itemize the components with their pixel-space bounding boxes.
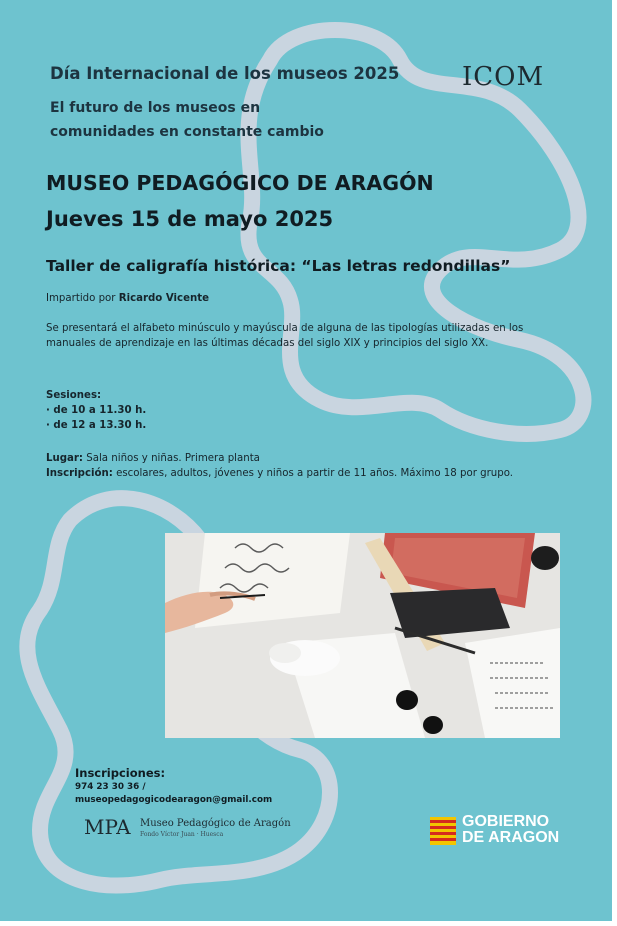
calligraphy-workshop-photo	[165, 533, 560, 738]
instructor-name: Ricardo Vicente	[118, 293, 210, 304]
workshop-description: Se presentará el alfabeto minúsculo y mayúscula de alguna de las tipologías utilizadas en los manuales de aprendizaje en las últimas décadas del siglo XIX y principios del siglo XX.	[46, 323, 524, 349]
contact-title: Inscripciones:	[75, 766, 166, 780]
place-line	[46, 451, 566, 466]
session-item: · de 12 a 13.30 h.	[46, 420, 147, 431]
sessions-block	[46, 388, 146, 433]
place-value: Sala niños y niñas. Primera planta	[86, 453, 260, 464]
registration-value: escolares, adultos, jóvenes y niños a partir de 11 años. Máximo 18 por grupo.	[116, 468, 513, 479]
gov-line: DE ARAGON	[462, 829, 560, 846]
museum-name: MUSEO PEDAGÓGICO DE ARAGÓN	[46, 171, 434, 195]
gov-line: GOBIERNO	[462, 813, 550, 830]
sessions-label: Sesiones:	[46, 390, 102, 401]
event-theme-line: El futuro de los museos en	[50, 100, 261, 116]
contact-email: museopedagogicodearagon@gmail.com	[75, 795, 273, 805]
mpa-sub: Fondo Víctor Juan · Huesca	[140, 831, 224, 838]
contact-phone: 974 23 30 36 /	[75, 782, 146, 792]
instructor-line	[46, 291, 209, 306]
instructor-label: Impartido por	[46, 293, 116, 304]
icom-logo: ICOM	[462, 62, 545, 92]
registration-label: Inscripción:	[46, 468, 113, 479]
registration-line	[46, 466, 566, 481]
photo-illustration	[165, 533, 560, 738]
mpa-name: Museo Pedagógico de Aragón	[140, 818, 291, 829]
place-label: Lugar:	[46, 453, 84, 464]
workshop-title: Taller de caligrafía histórica: “Las letras redondillas”	[46, 257, 511, 275]
event-theme-line: comunidades en constante cambio	[50, 124, 324, 140]
event-date: Jueves 15 de mayo 2025	[46, 207, 334, 231]
contact-block	[75, 766, 272, 807]
aragon-flag-icon	[430, 817, 456, 845]
event-theme	[50, 96, 380, 144]
session-item: · de 10 a 11.30 h.	[46, 405, 147, 416]
gobierno-aragon-text	[462, 814, 559, 846]
mpa-mark: MPA	[84, 815, 131, 839]
venue-info	[46, 451, 566, 481]
event-day-title: Día Internacional de los museos 2025	[50, 64, 400, 83]
